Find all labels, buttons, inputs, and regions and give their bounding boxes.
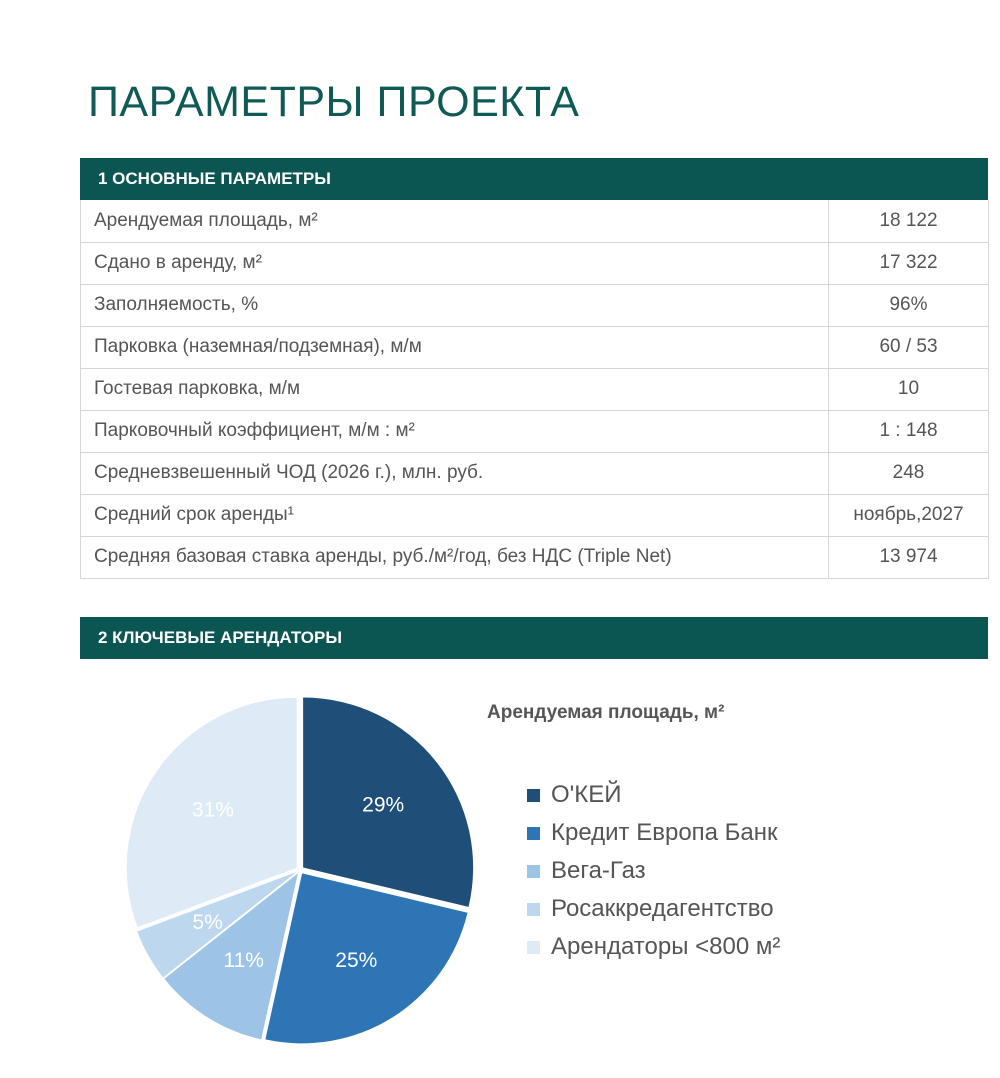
pie-data-label: 5% — [192, 911, 223, 935]
legend-item — [527, 776, 780, 814]
tenant-pie-chart — [120, 690, 480, 1050]
legend-label: О'КЕЙ — [551, 781, 622, 808]
table-row — [81, 494, 989, 536]
table-row — [81, 452, 989, 494]
row-label: Средняя базовая ставка аренды, руб./м²/год, без НДС (Triple Net) — [81, 536, 829, 578]
row-value: 1 : 148 — [829, 410, 989, 452]
table-row — [81, 326, 989, 368]
legend-label: Росаккредагентство — [551, 895, 774, 922]
table-row — [81, 200, 989, 242]
row-value: 10 — [829, 368, 989, 410]
table-row — [81, 536, 989, 578]
chart-title: Арендуемая площадь, м² — [487, 702, 725, 723]
row-label: Парковка (наземная/подземная), м/м — [81, 326, 829, 368]
pie-data-label: 31% — [191, 798, 234, 822]
row-value: 18 122 — [829, 200, 989, 242]
row-label: Сдано в аренду, м² — [81, 242, 829, 284]
legend-item — [527, 928, 780, 966]
chart-legend — [527, 776, 780, 966]
row-value: 248 — [829, 452, 989, 494]
page-title: ПАРАМЕТРЫ ПРОЕКТА — [88, 78, 580, 126]
pie-data-label: 29% — [362, 793, 405, 817]
row-label: Гостевая парковка, м/м — [81, 368, 829, 410]
row-value: 13 974 — [829, 536, 989, 578]
legend-swatch — [527, 903, 540, 916]
section-header-main-parameters: 1 ОСНОВНЫЕ ПАРАМЕТРЫ — [80, 158, 988, 200]
parameters-table — [80, 200, 989, 579]
legend-swatch — [527, 941, 540, 954]
row-value: ноябрь,2027 — [829, 494, 989, 536]
legend-item — [527, 852, 780, 890]
row-label: Арендуемая площадь, м² — [81, 200, 829, 242]
row-label: Средневзвешенный ЧОД (2026 г.), млн. руб. — [81, 452, 829, 494]
pie-data-label: 11% — [223, 948, 264, 972]
legend-item — [527, 890, 780, 928]
row-value: 17 322 — [829, 242, 989, 284]
row-label: Средний срок аренды¹ — [81, 494, 829, 536]
legend-label: Арендаторы <800 м² — [551, 933, 781, 960]
legend-swatch — [527, 789, 540, 802]
table-row — [81, 368, 989, 410]
section-header-key-tenants: 2 КЛЮЧЕВЫЕ АРЕНДАТОРЫ — [80, 617, 988, 659]
row-label: Парковочный коэффициент, м/м : м² — [81, 410, 829, 452]
legend-item — [527, 814, 780, 852]
legend-swatch — [527, 865, 540, 878]
table-row — [81, 242, 989, 284]
row-value: 96% — [829, 284, 989, 326]
legend-label: Кредит Европа Банк — [551, 819, 778, 846]
table-row — [81, 284, 989, 326]
legend-swatch — [527, 827, 540, 840]
row-value: 60 / 53 — [829, 326, 989, 368]
legend-label: Вега-Газ — [551, 857, 646, 884]
row-label: Заполняемость, % — [81, 284, 829, 326]
table-row — [81, 410, 989, 452]
pie-data-label: 25% — [335, 948, 378, 972]
